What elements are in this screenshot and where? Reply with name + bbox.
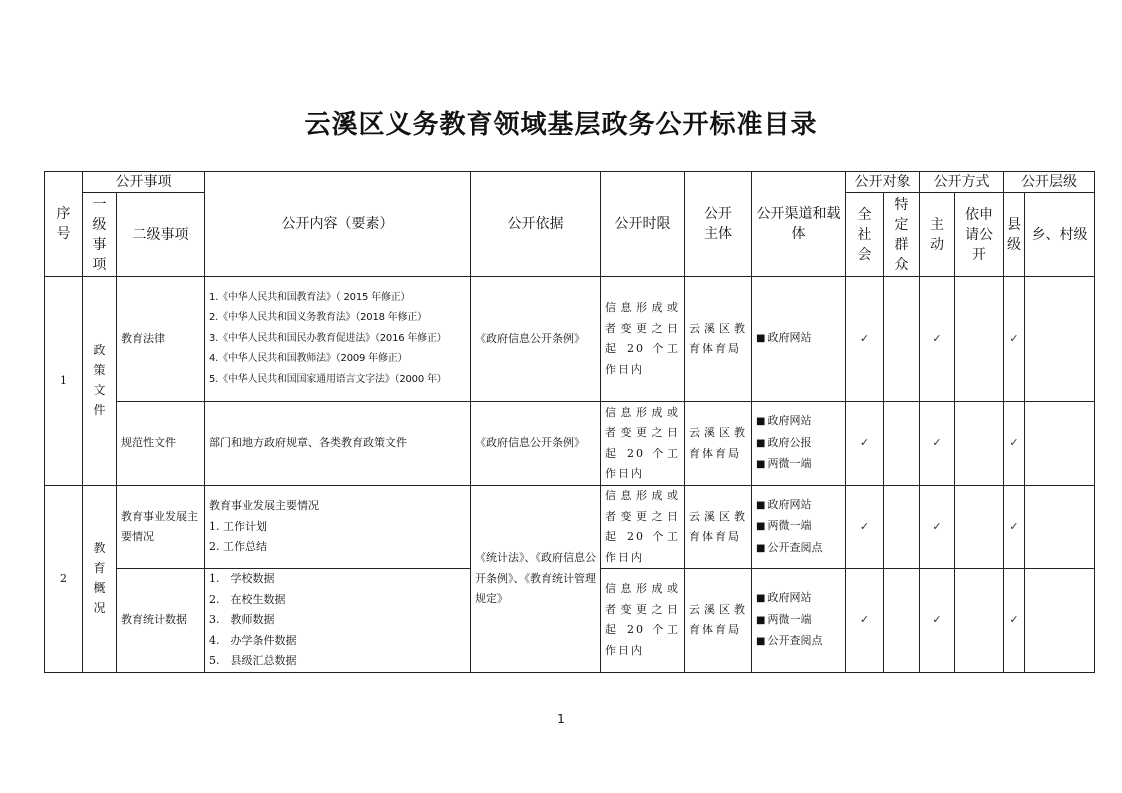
- header-time-limit: 公开时限: [601, 172, 685, 277]
- content-line: 2.《中华人民共和国义务教育法》（2018 年修正）: [209, 312, 427, 324]
- check-cell-apply: [955, 402, 1004, 486]
- check-cell-specific: [884, 277, 920, 402]
- table-row: [45, 402, 1095, 486]
- check-cell-apply: [955, 277, 1004, 402]
- check-cell-town: [1025, 569, 1095, 673]
- check-mark-icon: ✓: [920, 569, 955, 673]
- content-cell: [205, 402, 471, 486]
- level1-cell: 教育概况: [83, 486, 117, 673]
- check-mark-icon: ✓: [1004, 402, 1025, 486]
- content-line: 2. 工作总结: [209, 540, 267, 554]
- header-basis: 公开依据: [471, 172, 601, 277]
- basis-cell: 《政府信息公开条例》: [471, 402, 601, 486]
- channel-cell: ■ 政府网站 ■ 两微一端 ■ 公开查阅点: [752, 569, 846, 673]
- channel-cell: ■ 政府网站 ■ 两微一端 ■ 公开查阅点: [752, 486, 846, 569]
- catalog-table: [44, 171, 1095, 673]
- check-mark-icon: ✓: [920, 402, 955, 486]
- content-line: 1. 工作计划: [209, 519, 267, 533]
- check-cell-town: [1025, 486, 1095, 569]
- content-line: 1.《中华人民共和国教育法》（ 2015 年修正）: [209, 291, 411, 303]
- check-mark-icon: ✓: [920, 486, 955, 569]
- subject-cell: 云溪区教育体育局: [685, 277, 752, 402]
- black-square-icon: ■: [756, 416, 766, 428]
- check-mark-icon: ✓: [846, 486, 884, 569]
- subject-cell: 云溪区教育体育局: [685, 486, 752, 569]
- table-row: [45, 486, 1095, 569]
- content-cell: [205, 486, 471, 569]
- content-line: 5. 县级汇总数据: [209, 654, 297, 667]
- header-seq: 序号: [45, 172, 83, 277]
- basis-cell: 《政府信息公开条例》: [471, 277, 601, 402]
- subject-cell: 云溪区教育体育局: [685, 402, 752, 486]
- header-level-town: 乡、村级: [1025, 193, 1095, 277]
- check-cell-specific: [884, 569, 920, 673]
- black-square-icon: ■: [756, 521, 766, 533]
- header-method: 公开方式: [920, 172, 1004, 193]
- header-method-active: 主动: [920, 193, 955, 277]
- check-cell-specific: [884, 402, 920, 486]
- header-level2: 二级事项: [117, 193, 205, 277]
- black-square-icon: ■: [756, 437, 766, 449]
- black-square-icon: ■: [756, 614, 766, 626]
- time-limit-cell: 信息形成或者变更之日起 20 个工作日内: [601, 277, 685, 402]
- level1-cell: 政策文件: [83, 277, 117, 486]
- time-limit-cell: 信息形成或者变更之日起 20 个工作日内: [601, 569, 685, 673]
- check-mark-icon: ✓: [1004, 486, 1025, 569]
- check-cell-town: [1025, 277, 1095, 402]
- black-square-icon: ■: [756, 542, 766, 554]
- content-line: 部门和地方政府规章、各类教育政策文件: [209, 436, 407, 450]
- table-row: [45, 277, 1095, 402]
- check-mark-icon: ✓: [846, 569, 884, 673]
- page-title: 云溪区义务教育领域基层政务公开标准目录: [304, 110, 818, 140]
- header-channel: 公开渠道和载体: [752, 172, 846, 277]
- header-row-top: [45, 172, 1095, 193]
- header-level-county: 县级: [1004, 193, 1025, 277]
- time-limit-cell: 信息形成或者变更之日起 20 个工作日内: [601, 486, 685, 569]
- check-cell-apply: [955, 486, 1004, 569]
- time-limit-cell: 信息形成或者变更之日起 20 个工作日内: [601, 402, 685, 486]
- check-cell-apply: [955, 569, 1004, 673]
- header-target-all: 全社会: [846, 193, 884, 277]
- header-target-specific: 特定群众: [884, 193, 920, 277]
- content-line: 3. 教师数据: [209, 613, 275, 626]
- content-line: 5.《中华人民共和国国家通用语言文字法》（2000 年）: [209, 373, 447, 385]
- content-line: 4.《中华人民共和国教师法》（2009 年修正）: [209, 353, 408, 365]
- content-cell: [205, 277, 471, 402]
- header-level: 公开层级: [1004, 172, 1095, 193]
- content-line: 1. 学校数据: [209, 572, 275, 585]
- header-method-apply: 依申请公开: [955, 193, 1004, 277]
- content-line: 2. 在校生数据: [209, 592, 286, 606]
- level2-cell: 教育事业发展主要情况: [117, 486, 205, 569]
- check-cell-town: [1025, 402, 1095, 486]
- level2-cell: 教育统计数据: [117, 569, 205, 673]
- level2-cell: 规范性文件: [117, 402, 205, 486]
- channel-cell: ■ 政府网站 ■ 政府公报 ■ 两微一端: [752, 402, 846, 486]
- black-square-icon: ■: [756, 459, 766, 471]
- content-line: 3.《中华人民共和国民办教育促进法》（2016 年修正）: [209, 332, 447, 344]
- header-level1: 一级事项: [83, 193, 117, 277]
- header-target: 公开对象: [846, 172, 920, 193]
- check-mark-icon: ✓: [846, 402, 884, 486]
- check-mark-icon: ✓: [846, 277, 884, 402]
- seq-cell: 2: [45, 486, 83, 673]
- basis-cell: 《统计法》、《政府信息公开条例》、《教育统计管理规定》: [471, 486, 601, 673]
- channel-cell: ■ 政府网站: [752, 277, 846, 402]
- black-square-icon: ■: [756, 499, 766, 511]
- black-square-icon: ■: [756, 593, 766, 604]
- subject-cell: 云溪区教育体育局: [685, 569, 752, 673]
- page-number: 1: [557, 712, 565, 726]
- header-content: 公开内容（要素）: [205, 172, 471, 277]
- black-square-icon: ■: [756, 636, 766, 647]
- check-cell-specific: [884, 486, 920, 569]
- seq-cell: 1: [45, 277, 83, 486]
- content-cell: [205, 569, 471, 673]
- content-line: 教育事业发展主要情况: [209, 499, 319, 513]
- check-mark-icon: ✓: [1004, 277, 1025, 402]
- check-mark-icon: ✓: [1004, 569, 1025, 673]
- header-items: 公开事项: [83, 172, 205, 193]
- check-mark-icon: ✓: [920, 277, 955, 402]
- content-line: 4. 办学条件数据: [209, 633, 297, 647]
- header-subject: 公开主体: [685, 172, 752, 277]
- level2-cell: 教育法律: [117, 277, 205, 402]
- black-square-icon: ■: [756, 333, 766, 345]
